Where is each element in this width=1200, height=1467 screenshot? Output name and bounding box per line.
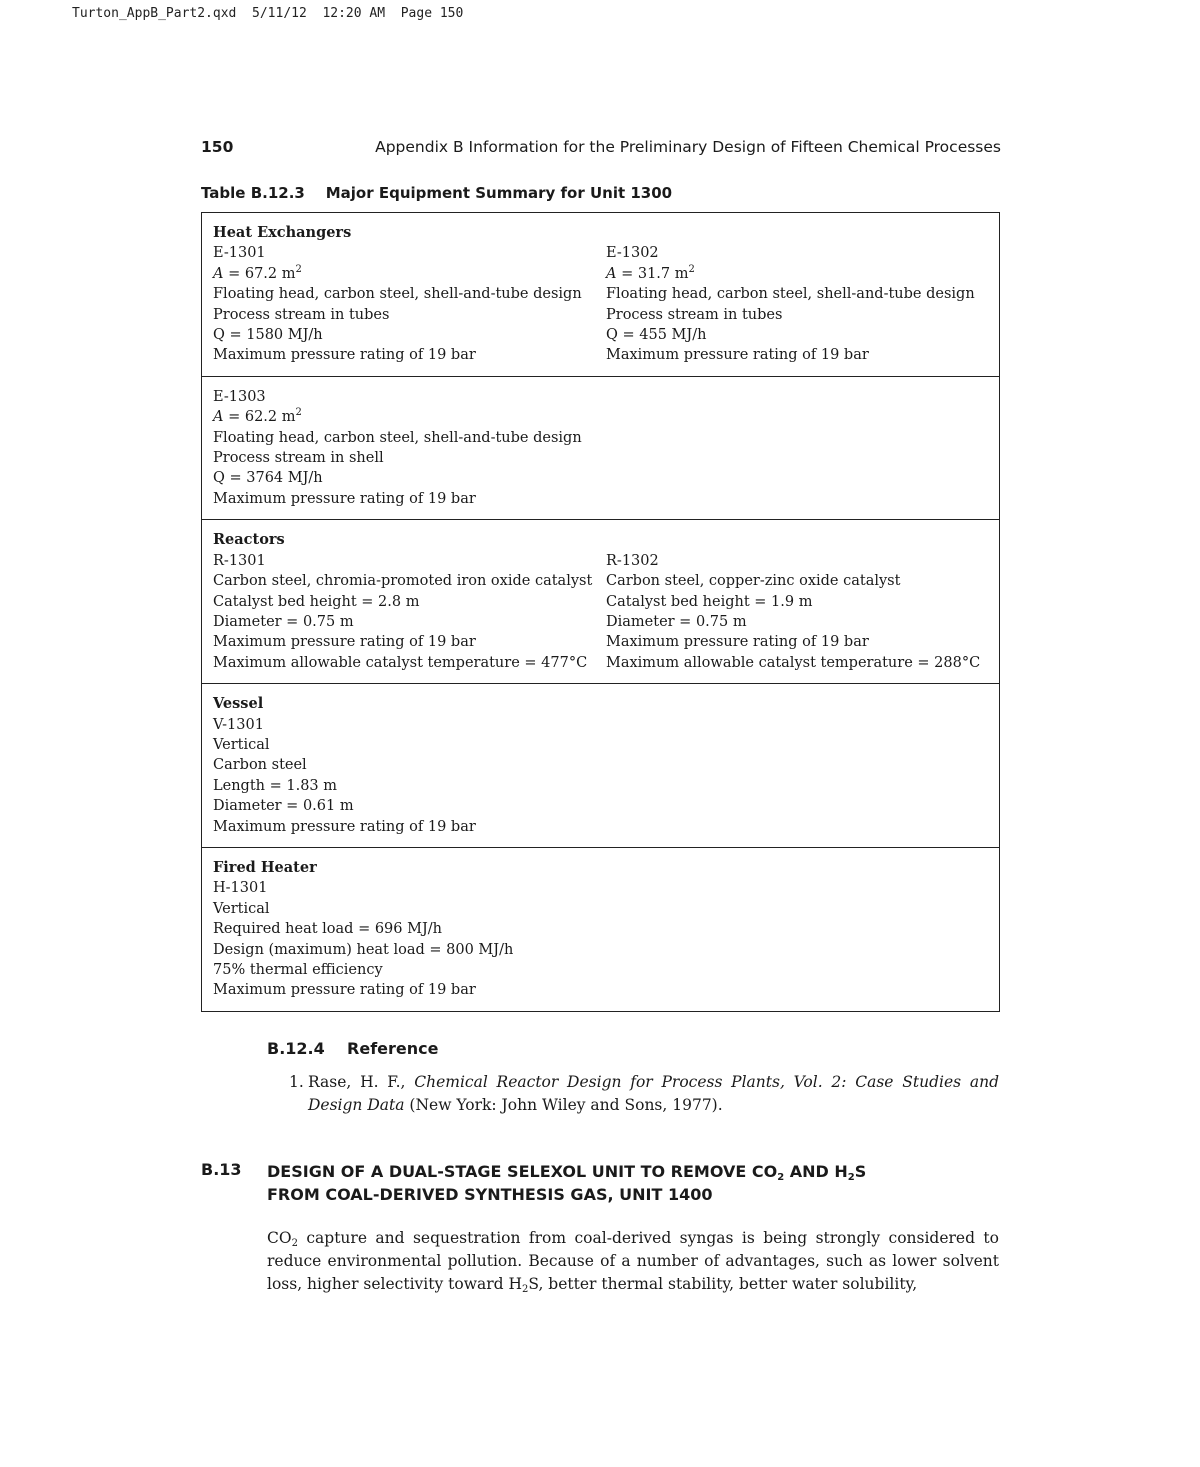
heat-exchangers-row (202, 213, 999, 376)
max-temperature: Maximum allowable catalyst temperature = 477°C (213, 654, 588, 671)
length: Length = 1.83 m (213, 777, 338, 794)
bed-height: Catalyst bed height = 2.8 m (213, 593, 420, 610)
reference-item (289, 1071, 999, 1117)
design-type: Floating head, carbon steel, shell-and-tube design (213, 429, 582, 446)
stream-side: Process stream in shell (213, 450, 384, 467)
e-1303-row (202, 376, 999, 519)
bed-height: Catalyst bed height = 1.9 m (606, 593, 813, 610)
section-number: B.13 (201, 1160, 242, 1179)
heat-exchangers-header: Heat Exchangers (213, 224, 352, 241)
running-head-title: Appendix B Information for the Preliminary Design of Fifteen Chemical Processes (375, 138, 1001, 156)
section-title-line-2: FROM COAL-DERIVED SYNTHESIS GAS, UNIT 1400 (267, 1185, 713, 1204)
orientation: Vertical (213, 736, 270, 753)
reference-publisher: (New York: John Wiley and Sons, 1977). (404, 1096, 723, 1114)
area-spec: A = 31.7 $m^2$ (606, 263, 695, 282)
e-1301-cell (213, 243, 606, 365)
print-slug: Turton_AppB_Part2.qxd 5/11/12 12:20 AM Page 150 (72, 6, 464, 21)
diameter: Diameter = 0.75 m (606, 613, 747, 630)
equipment-id: V-1301 (213, 716, 264, 733)
pressure-rating: Maximum pressure rating of 19 bar (213, 490, 476, 507)
design-heat-load: Design (maximum) heat load = 800 MJ/h (213, 941, 514, 958)
reference-number: 1. (289, 1073, 304, 1091)
diameter: Diameter = 0.61 m (213, 798, 354, 815)
reference-heading: B.12.4 Reference (267, 1039, 439, 1058)
heat-duty: Q = 455 MJ/h (606, 327, 707, 344)
pressure-rating: Maximum pressure rating of 19 bar (606, 347, 869, 364)
fired-heater-row (202, 847, 999, 1011)
pressure-rating: Maximum pressure rating of 19 bar (606, 634, 869, 651)
thermal-efficiency: 75% thermal efficiency (213, 962, 383, 978)
reference-authors: Rase, H. F., (308, 1073, 415, 1091)
heat-duty: Q = 3764 MJ/h (213, 470, 323, 487)
design-type: Floating head, carbon steel, shell-and-tube design (606, 286, 975, 303)
equipment-id: E-1301 (213, 245, 266, 262)
pressure-rating: Maximum pressure rating of 19 bar (213, 347, 476, 364)
stream-side: Process stream in tubes (606, 306, 783, 323)
catalyst-spec: Carbon steel, chromia-promoted iron oxide catalyst (213, 573, 593, 590)
pressure-rating: Maximum pressure rating of 19 bar (213, 634, 476, 651)
equipment-id: R-1302 (606, 552, 659, 569)
material: Carbon steel (213, 757, 307, 774)
area-spec: A = 67.2 $m^2$ (213, 263, 302, 282)
e-1302-cell (606, 243, 999, 365)
orientation: Vertical (213, 900, 270, 917)
area-spec: A = 62.2 $m^2$ (213, 407, 302, 426)
equipment-id: E-1302 (606, 245, 659, 262)
section-title-line-1: DESIGN OF A DUAL-STAGE SELEXOL UNIT TO REMOVE $CO_2$ AND $H_2S$ (267, 1162, 867, 1183)
page-number: 150 (201, 138, 234, 156)
r-1301-cell (213, 551, 606, 673)
design-type: Floating head, carbon steel, shell-and-tube design (213, 286, 582, 303)
equipment-table (201, 212, 1000, 1012)
required-heat-load: Required heat load = 696 MJ/h (213, 921, 442, 938)
pressure-rating: Maximum pressure rating of 19 bar (213, 982, 476, 999)
vessel-header: Vessel (213, 695, 264, 713)
fired-heater-header: Fired Heater (213, 858, 317, 876)
equipment-id: E-1303 (213, 388, 266, 405)
equipment-id: H-1301 (213, 880, 268, 897)
heat-duty: Q = 1580 MJ/h (213, 327, 323, 344)
reactors-header: Reactors (213, 531, 285, 549)
vessel-row (202, 683, 999, 847)
r-1302-cell (606, 551, 999, 673)
section-title (267, 1160, 866, 1206)
pressure-rating: Maximum pressure rating of 19 bar (213, 818, 476, 835)
reference-title: Chemical Reactor Design for Process Plants, Vol. 2: Case Studies and Design Data (308, 1073, 999, 1114)
stream-side: Process stream in tubes (213, 306, 390, 323)
body-paragraph: $CO_2$ capture and sequestration from coal-derived syngas is being strongly considered to reduce environmental pollution. Because of a number of advantages, such as lower solvent loss, higher selectivity toward $H_2S$, better thermal stability, better water solubility, (267, 1229, 999, 1295)
catalyst-spec: Carbon steel, copper-zinc oxide catalyst (606, 573, 901, 590)
max-temperature: Maximum allowable catalyst temperature = 288°C (606, 654, 981, 671)
reactors-row (202, 519, 999, 683)
diameter: Diameter = 0.75 m (213, 613, 354, 630)
table-caption: Table B.12.3 Major Equipment Summary for Unit 1300 (201, 184, 673, 202)
equipment-id: R-1301 (213, 552, 266, 569)
